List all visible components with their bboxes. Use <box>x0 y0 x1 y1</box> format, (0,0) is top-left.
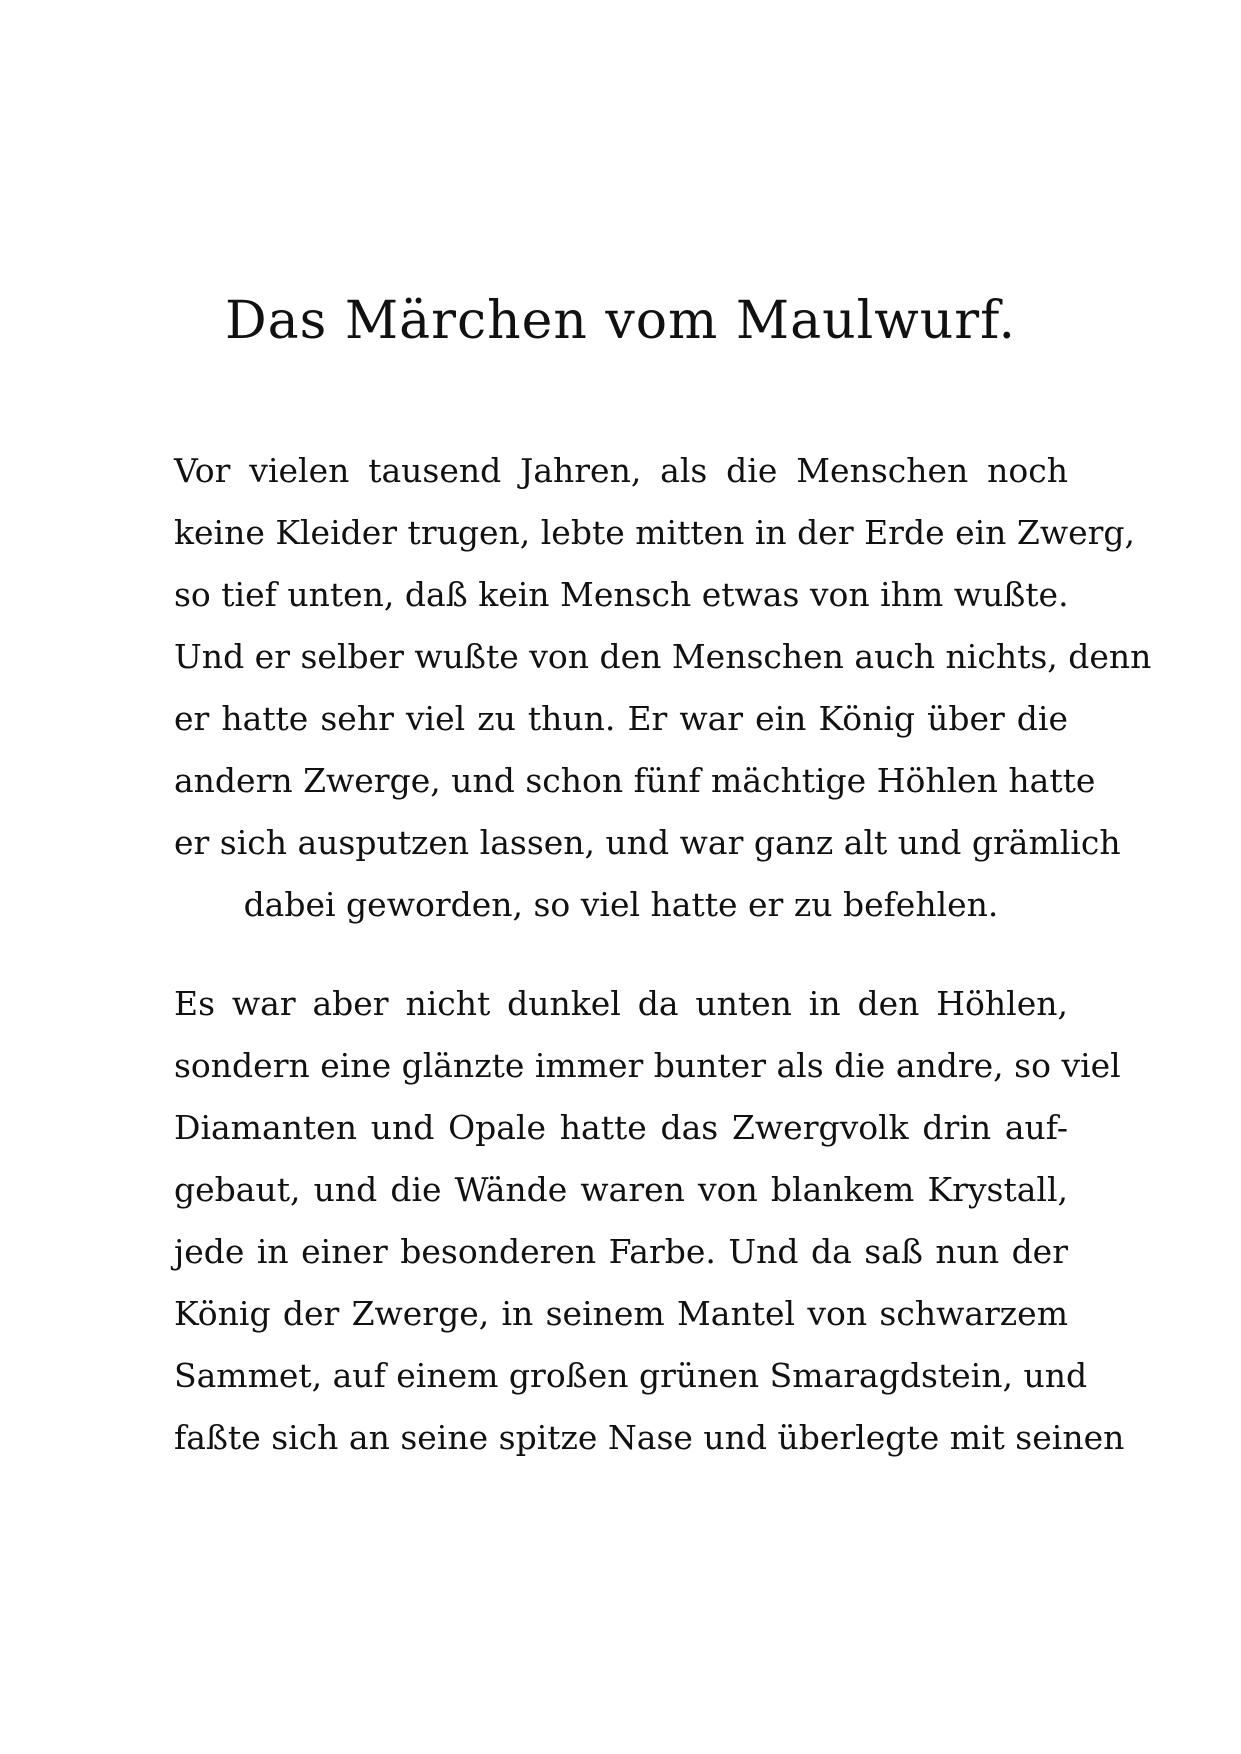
text-line: sondern eine glänzte immer bunter als die andre, so viel <box>174 1046 1121 1085</box>
text-line: König der Zwerge, in seinem Mantel von schwarzem <box>174 1294 1068 1333</box>
page-title: Das Märchen vom Maulwurf. <box>224 291 1017 351</box>
text-line: jede in einer besonderen Farbe. Und da saß nun der <box>174 1232 1068 1271</box>
text-line: Es war aber nicht dunkel da unten in den Höhlen, <box>174 984 1068 1023</box>
text-line: andern Zwerge, und schon fünf mächtige Höhlen hatte <box>174 761 1096 800</box>
text-line: faßte sich an seine spitze Nase und überlegte mit seinen <box>174 1418 1125 1457</box>
text-line: er sich ausputzen lassen, und war ganz alt und grämlich <box>174 823 1121 862</box>
text-line: er hatte sehr viel zu thun. Er war ein König über die <box>174 699 1068 738</box>
text-line: Und er selber wußte von den Menschen auch nichts, denn <box>174 637 1152 676</box>
text-line: gebaut, und die Wände waren von blankem Krystall, <box>174 1170 1068 1209</box>
text-line: Sammet, auf einem großen grünen Smaragdstein, und <box>174 1356 1088 1395</box>
text-line: Vor vielen tausend Jahren, als die Menschen noch <box>174 451 1068 490</box>
paragraph-1 <box>174 440 1152 936</box>
paragraph-2 <box>174 973 1125 1469</box>
text-line: keine Kleider trugen, lebte mitten in der Erde ein Zwerg, <box>174 513 1136 552</box>
text-line: so tief unten, daß kein Mensch etwas von ihm wußte. <box>174 575 1069 614</box>
text-line: dabei geworden, so viel hatte er zu befehlen. <box>243 885 999 924</box>
text-line: Diamanten und Opale hatte das Zwergvolk drin auf- <box>174 1108 1068 1147</box>
